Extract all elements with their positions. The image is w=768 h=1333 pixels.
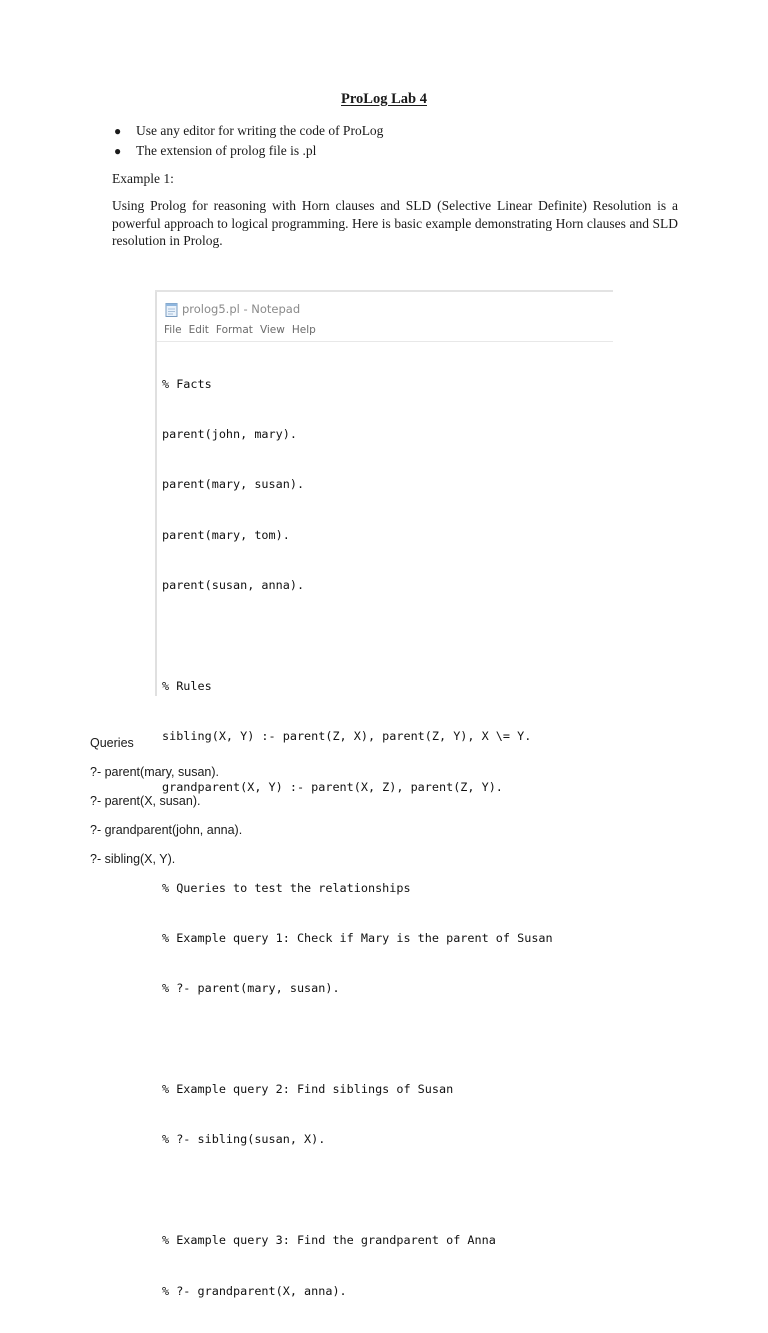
code-line: parent(susan, anna). xyxy=(162,578,305,593)
code-line: parent(john, mary). xyxy=(162,426,297,441)
query-item: ?- parent(X, susan). xyxy=(90,794,201,808)
example-heading: Example 1: xyxy=(112,171,174,186)
code-line: % Example query 2: Find siblings of Susan xyxy=(162,1082,454,1097)
code-line: % Rules xyxy=(162,678,212,693)
notepad-titlebar xyxy=(165,300,300,318)
code-line: grandparent(X, Y) :- parent(X, Z), parent(Z, Y). xyxy=(162,779,503,794)
menu-help[interactable]: Help xyxy=(291,324,316,336)
code-line: parent(mary, tom). xyxy=(162,527,290,542)
query-item: ?- sibling(X, Y). xyxy=(90,852,176,866)
query-item: ?- grandparent(john, anna). xyxy=(90,823,243,837)
menu-format[interactable]: Format xyxy=(215,324,253,336)
bullet-item xyxy=(112,121,383,141)
menu-view[interactable]: View xyxy=(259,324,285,336)
menu-edit[interactable]: Edit xyxy=(188,324,209,336)
bullet-item xyxy=(112,141,383,161)
notepad-icon xyxy=(165,302,178,317)
menu-file[interactable]: File xyxy=(164,324,182,336)
page-title: ProLog Lab 4 xyxy=(341,91,427,107)
code-line: % Queries to test the relationships xyxy=(162,880,411,895)
code-line: % Example query 1: Check if Mary is the parent of Susan xyxy=(162,930,553,945)
bullet-icon: ● xyxy=(114,144,122,158)
query-list xyxy=(90,763,242,879)
code-line xyxy=(162,628,553,645)
bullet-list xyxy=(112,121,383,161)
notepad-window-title: prolog5.pl - Notepad xyxy=(182,302,301,316)
code-line: % Example query 3: Find the grandparent of Anna xyxy=(162,1233,496,1248)
code-line xyxy=(162,1182,553,1199)
bullet-text: Use any editor for writing the code of ProLog xyxy=(136,123,384,138)
code-line: % ?- grandparent(X, anna). xyxy=(162,1283,347,1298)
code-line: % Facts xyxy=(162,376,212,391)
code-line: % ?- sibling(susan, X). xyxy=(162,1132,326,1147)
code-line: sibling(X, Y) :- parent(Z, X), parent(Z, Y), X \= Y. xyxy=(162,729,532,744)
notepad-menubar xyxy=(163,324,317,340)
queries-heading: Queries xyxy=(90,736,134,750)
intro-paragraph: Using Prolog for reasoning with Horn clauses and SLD (Selective Linear Definite) Resolution is a powerful approach to logical programming. Here is basic example demonstrating Horn clauses and SLD resolution in Prolog. xyxy=(112,198,678,248)
query-item: ?- parent(mary, susan). xyxy=(90,765,219,779)
bullet-text: The extension of prolog file is .pl xyxy=(136,143,317,158)
bullet-icon: ● xyxy=(114,124,122,138)
code-line: parent(mary, susan). xyxy=(162,477,305,492)
window-border xyxy=(155,292,157,696)
code-line: % ?- parent(mary, susan). xyxy=(162,981,340,996)
code-line xyxy=(162,1031,553,1048)
